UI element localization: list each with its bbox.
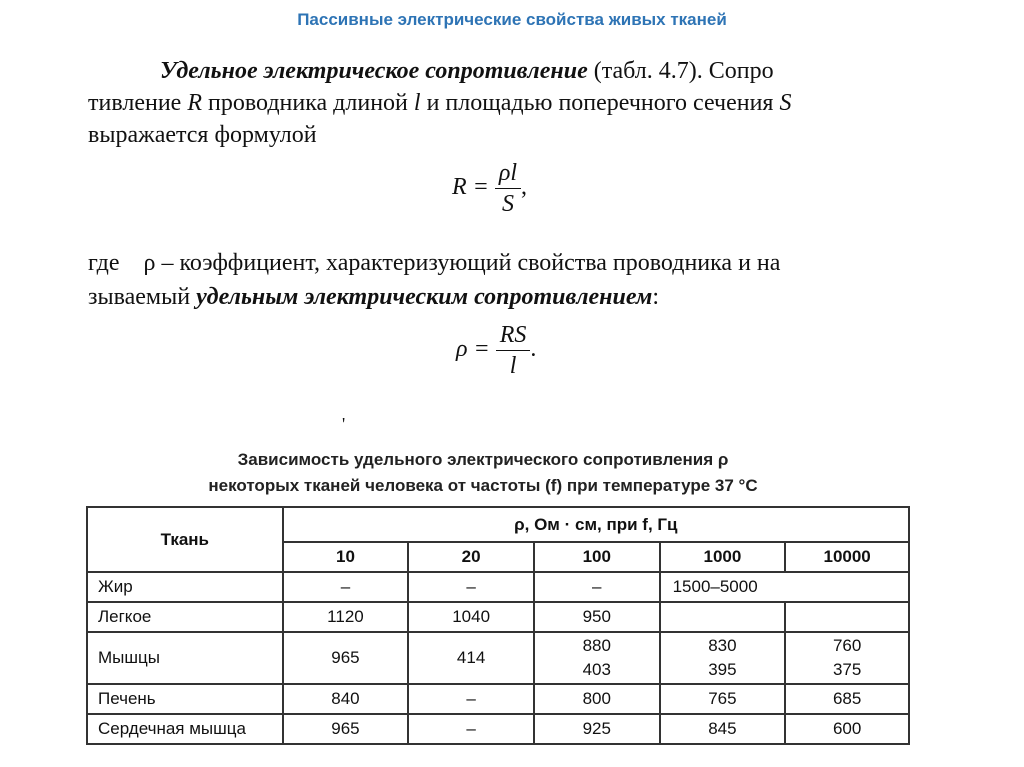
table-cell: – bbox=[534, 572, 660, 602]
table-header-row bbox=[87, 507, 909, 542]
table-row bbox=[87, 714, 909, 744]
line5-colon: : bbox=[652, 284, 660, 310]
paragraph-line-4: где ρ – коэффициент, характеризующий свойства проводника и на bbox=[88, 250, 781, 276]
table-caption-line-1: Зависимость удельного электрического сопротивления ρ bbox=[237, 450, 729, 469]
table-cell: 1120 bbox=[283, 602, 409, 632]
column-group-header: ρ, Ом · см, при f, Гц bbox=[283, 507, 909, 542]
table-cell: 1040 bbox=[408, 602, 534, 632]
paragraph-line-5 bbox=[88, 284, 659, 311]
table-cell: 600 bbox=[785, 714, 909, 744]
formula1-denominator: S bbox=[501, 191, 514, 217]
freq-header: 10 bbox=[283, 542, 409, 572]
table-cell: 950 bbox=[534, 602, 660, 632]
table-cell: 414 bbox=[408, 632, 534, 684]
term-specific-resistance: удельным электрическим сопротивлением bbox=[196, 284, 653, 310]
table-cell bbox=[660, 602, 786, 632]
table-row bbox=[87, 572, 909, 602]
table-cell: 925 bbox=[534, 714, 660, 744]
formula2-lhs: ρ = bbox=[456, 336, 490, 363]
table-cell: – bbox=[408, 572, 534, 602]
formula2-fraction bbox=[496, 320, 531, 381]
table-cell: – bbox=[283, 572, 409, 602]
formula2-numerator: RS bbox=[496, 320, 531, 351]
table-reference: (табл. 4.7). Сопро bbox=[587, 58, 774, 84]
stray-tick-mark: ' bbox=[342, 414, 346, 434]
line2-part-b: проводника длиной bbox=[202, 90, 414, 116]
table-row bbox=[87, 632, 909, 684]
resistivity-table bbox=[86, 506, 910, 745]
table-cell bbox=[785, 602, 909, 632]
table-row bbox=[87, 684, 909, 714]
table-cell: 760 375 bbox=[785, 632, 909, 684]
freq-header: 100 bbox=[534, 542, 660, 572]
freq-header: 1000 bbox=[660, 542, 786, 572]
formula1-tail: , bbox=[521, 174, 528, 201]
formula-resistivity bbox=[456, 320, 536, 381]
slide-title: Пассивные электрические свойства живых тканей bbox=[297, 10, 727, 29]
paragraph-line-3: выражается формулой bbox=[88, 122, 317, 148]
paragraph-line-2 bbox=[88, 90, 791, 117]
tissue-name: Печень bbox=[87, 684, 283, 714]
table-cell: 800 bbox=[534, 684, 660, 714]
table-cell: 840 bbox=[283, 684, 409, 714]
tissue-name: Мышцы bbox=[87, 632, 283, 684]
table-cell: 965 bbox=[283, 714, 409, 744]
table-cell: – bbox=[408, 684, 534, 714]
symbol-R: R bbox=[187, 90, 202, 116]
formula1-fraction bbox=[495, 158, 521, 219]
table-row bbox=[87, 602, 909, 632]
freq-header: 10000 bbox=[785, 542, 909, 572]
table-cell: 685 bbox=[785, 684, 909, 714]
table-cell: 845 bbox=[660, 714, 786, 744]
table-cell-merged: 1500–5000 bbox=[660, 572, 909, 602]
formula2-tail: . bbox=[530, 336, 537, 363]
tissue-name: Сердечная мышца bbox=[87, 714, 283, 744]
table-cell: 880 403 bbox=[534, 632, 660, 684]
formula2-denominator: l bbox=[509, 353, 517, 379]
paragraph-line-1 bbox=[160, 58, 774, 85]
table-cell: – bbox=[408, 714, 534, 744]
line2-part-c: и площадью поперечного сечения bbox=[420, 90, 780, 116]
symbol-S: S bbox=[779, 90, 792, 116]
line2-part-a: тивление bbox=[88, 90, 188, 116]
table-cell: 765 bbox=[660, 684, 786, 714]
line5-part-a: зываемый bbox=[88, 284, 197, 310]
formula1-numerator: ρl bbox=[495, 158, 521, 189]
table-cell: 830 395 bbox=[660, 632, 786, 684]
tissue-name: Легкое bbox=[87, 602, 283, 632]
table-caption-line-2: некоторых тканей человека от частоты (f) при температуре 37 °С bbox=[208, 476, 758, 495]
formula1-lhs: R = bbox=[452, 174, 489, 201]
term-resistivity: Удельное электрическое сопротивление bbox=[160, 58, 588, 84]
formula-resistance bbox=[452, 158, 527, 219]
table-cell: 965 bbox=[283, 632, 409, 684]
symbol-l: l bbox=[413, 90, 421, 116]
tissue-name: Жир bbox=[87, 572, 283, 602]
column-header-tissue: Ткань bbox=[87, 507, 283, 572]
freq-header: 20 bbox=[408, 542, 534, 572]
